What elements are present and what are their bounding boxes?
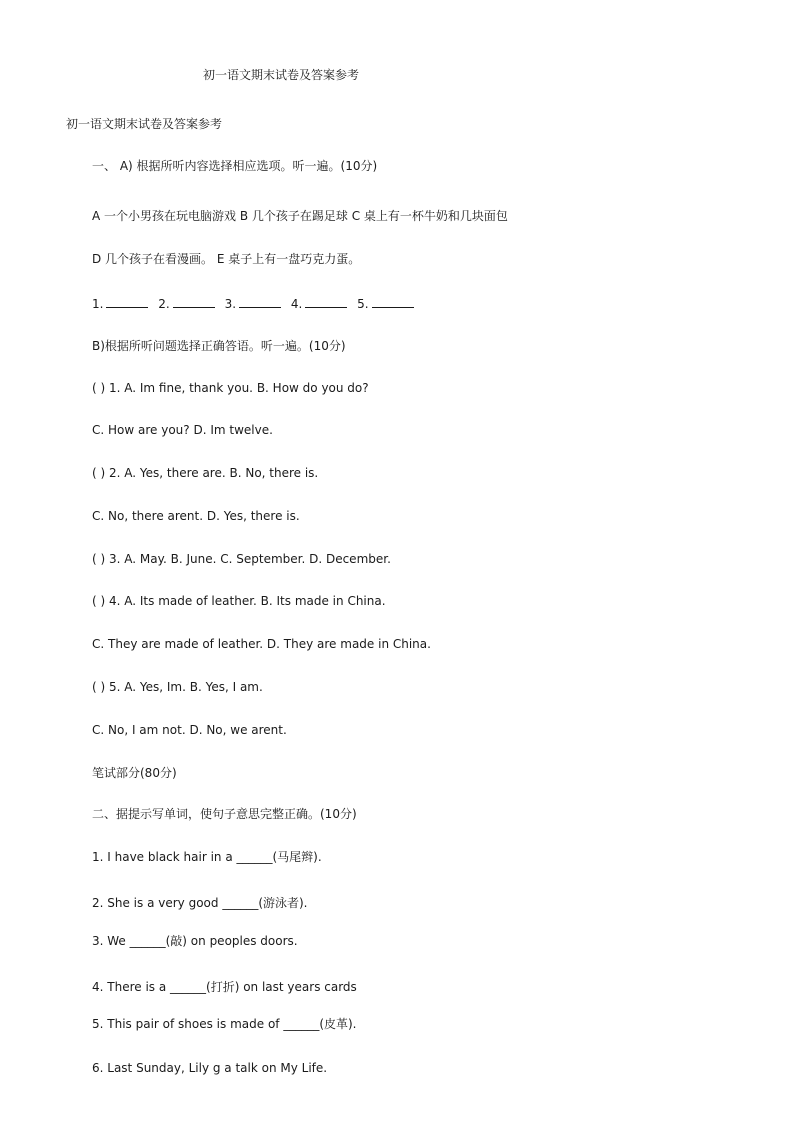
part-b-heading: B)根据所听问题选择正确答语。听一遍。(10分) — [92, 339, 346, 353]
section-1-heading: 一、 A) 根据所听内容选择相应选项。听一遍。(10分) — [92, 159, 378, 173]
sentence-4: 4. There is a ______(打折) on last years cards — [92, 980, 357, 994]
listening-options-b: D 几个孩子在看漫画。 E 桌子上有一盘巧克力蛋。 — [92, 252, 361, 266]
answer-blank[interactable] — [106, 296, 148, 308]
question-1-line-1: ( ) 1. A. Im fine, thank you. B. How do you do? — [92, 381, 369, 395]
blank-number: 1. — [92, 297, 104, 311]
sentence-6: 6. Last Sunday, Lily g a talk on My Life. — [92, 1061, 328, 1075]
question-3: ( ) 3. A. May. B. June. C. September. D. December. — [92, 552, 391, 566]
section-2-heading: 二、据提示写单词，使句子意思完整正确。(10分) — [92, 807, 357, 821]
sentence-3: 3. We ______(敲) on peoples doors. — [92, 934, 298, 948]
question-2-line-2: C. No, there arent. D. Yes, there is. — [92, 509, 300, 523]
question-1-line-2: C. How are you? D. Im twelve. — [92, 423, 273, 437]
sentence-2: 2. She is a very good ______(游泳者). — [92, 896, 308, 910]
answer-blanks-row — [92, 296, 414, 312]
listening-options-a: A 一个小男孩在玩电脑游戏 B 几个孩子在踢足球 C 桌上有一杯牛奶和几块面包 — [92, 209, 508, 223]
blank-number: 4. — [290, 297, 303, 311]
sentence-5: 5. This pair of shoes is made of ______(皮革). — [92, 1017, 357, 1031]
written-part-heading: 笔试部分(80分) — [92, 766, 177, 780]
blank-number: 2. — [158, 297, 170, 311]
sentence-1: 1. I have black hair in a ______(马尾辫). — [92, 850, 322, 864]
answer-blank[interactable] — [239, 296, 281, 308]
answer-blank[interactable] — [305, 296, 347, 308]
question-4-line-1: ( ) 4. A. Its made of leather. B. Its made in China. — [92, 594, 386, 608]
document-title: 初一语文期末试卷及答案参考 — [203, 68, 360, 82]
question-5-line-2: C. No, I am not. D. No, we arent. — [92, 723, 287, 737]
blank-number: 5. — [357, 297, 369, 311]
document-subtitle: 初一语文期末试卷及答案参考 — [66, 117, 223, 131]
question-2-line-1: ( ) 2. A. Yes, there are. B. No, there is. — [92, 466, 319, 480]
question-4-line-2: C. They are made of leather. D. They are made in China. — [92, 637, 431, 651]
answer-blank[interactable] — [372, 296, 414, 308]
blank-number: 3. — [224, 297, 237, 311]
answer-blank[interactable] — [173, 296, 215, 308]
question-5-line-1: ( ) 5. A. Yes, Im. B. Yes, I am. — [92, 680, 263, 694]
